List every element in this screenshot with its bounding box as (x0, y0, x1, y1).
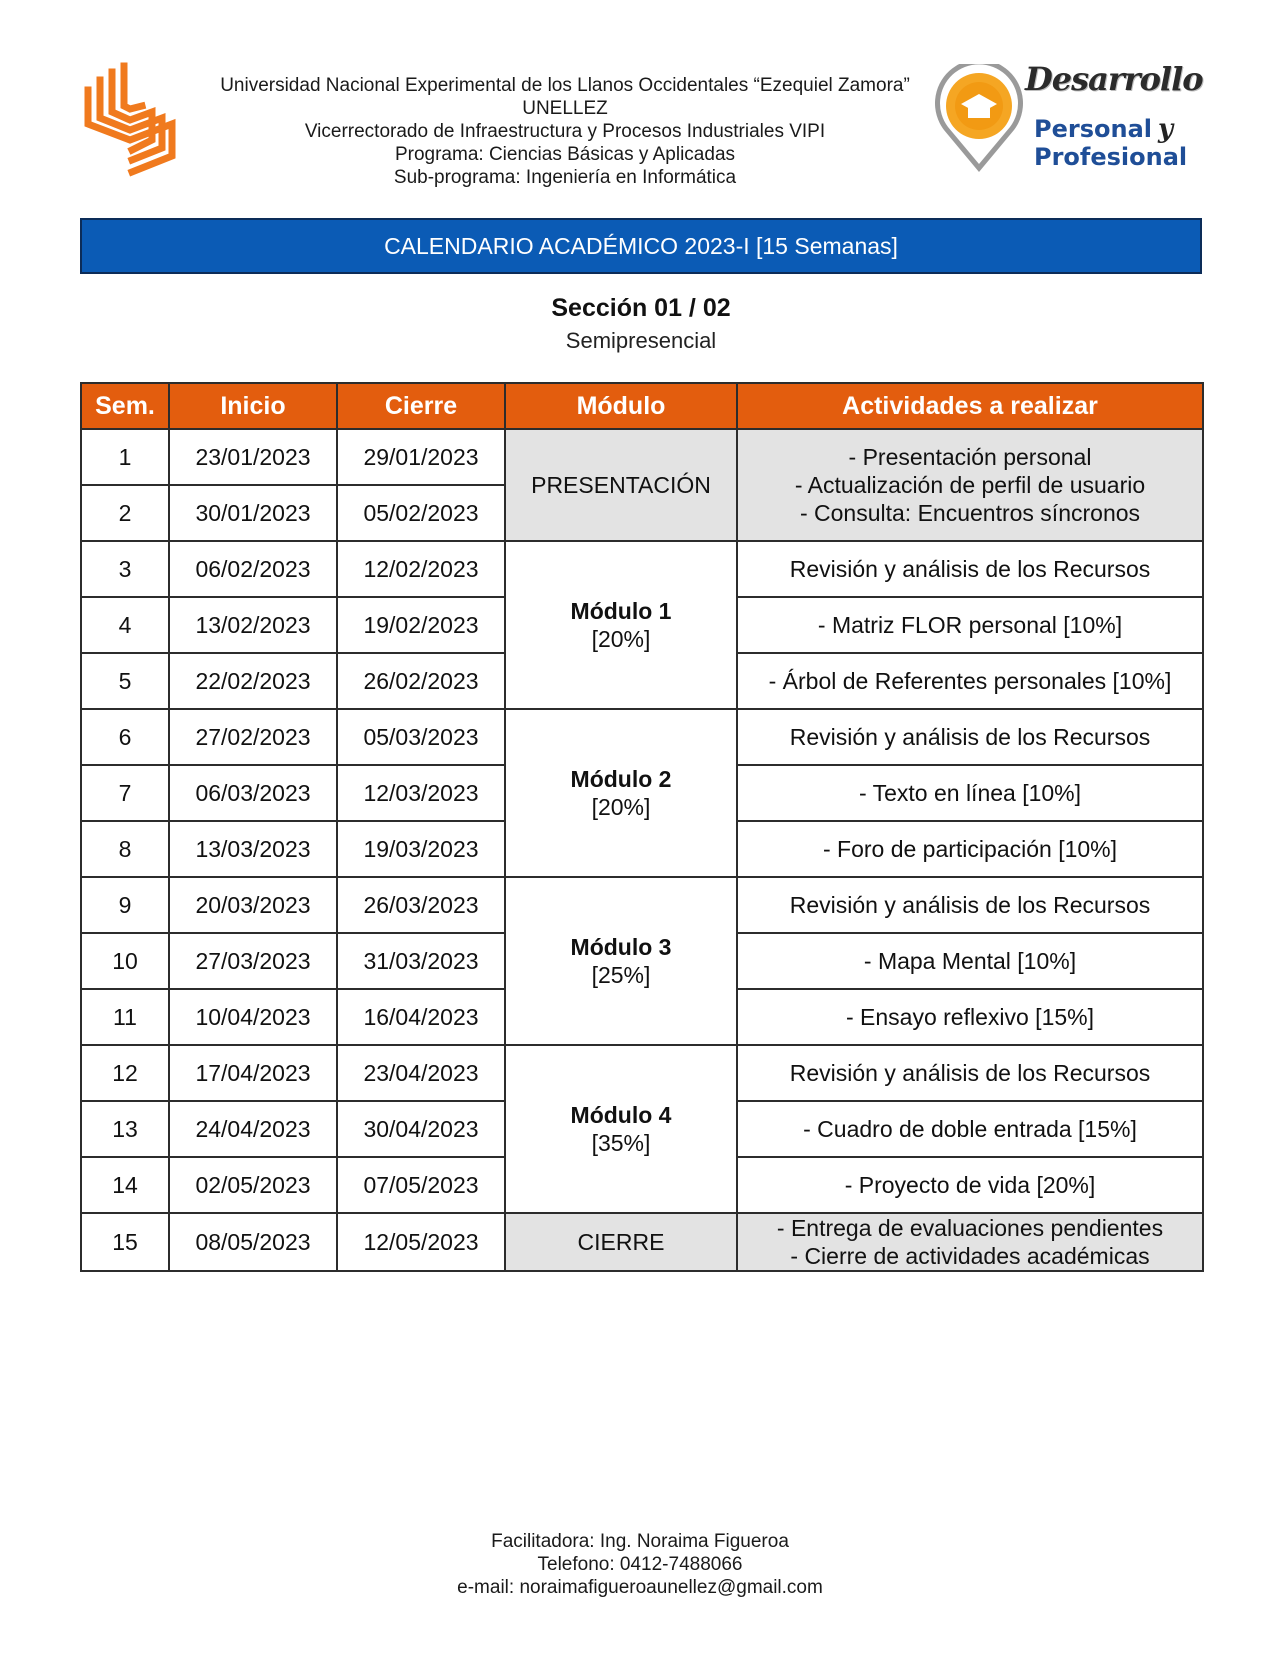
week-start: 30/01/2023 (169, 485, 337, 541)
logo-word-personal-text: Personal (1034, 115, 1152, 143)
week-number: 13 (81, 1101, 169, 1157)
activity: - Proyecto de vida [20%] (737, 1157, 1203, 1213)
week-number: 10 (81, 933, 169, 989)
week-end: 12/05/2023 (337, 1213, 505, 1271)
activity: Revisión y análisis de los Recursos (737, 1045, 1203, 1101)
week-number: 15 (81, 1213, 169, 1271)
week-number: 3 (81, 541, 169, 597)
academic-calendar-table (80, 382, 1204, 1272)
week-start: 06/03/2023 (169, 765, 337, 821)
institution-name: Universidad Nacional Experimental de los Llanos Occidentales “Ezequiel Zamora” (220, 75, 910, 96)
table-row (81, 709, 1203, 765)
module-name: Módulo 3 (570, 934, 672, 960)
activity: - Consulta: Encuentros síncronos (799, 500, 1141, 526)
activity: - Texto en línea [10%] (737, 765, 1203, 821)
table-header-row (81, 383, 1203, 429)
table-row (81, 541, 1203, 597)
activities-cierre (737, 1213, 1203, 1271)
logo-word-profesional: Profesional (1034, 143, 1188, 171)
week-start: 20/03/2023 (169, 877, 337, 933)
week-number: 5 (81, 653, 169, 709)
module-weight: [20%] (591, 626, 651, 652)
vice-rectorate: Vicerrectorado de Infraestructura y Procesos Industriales VIPI (304, 121, 826, 142)
week-start: 02/05/2023 (169, 1157, 337, 1213)
activity: - Cierre de actividades académicas (790, 1243, 1150, 1269)
week-number: 7 (81, 765, 169, 821)
module-1 (505, 541, 737, 709)
week-end: 07/05/2023 (337, 1157, 505, 1213)
week-start: 27/03/2023 (169, 933, 337, 989)
week-start: 10/04/2023 (169, 989, 337, 1045)
activity: Revisión y análisis de los Recursos (737, 877, 1203, 933)
week-start: 22/02/2023 (169, 653, 337, 709)
week-start: 13/03/2023 (169, 821, 337, 877)
week-end: 26/02/2023 (337, 653, 505, 709)
activity: - Actualización de perfil de usuario (794, 472, 1146, 498)
section-title: Sección 01 / 02 (551, 294, 731, 322)
activity: - Presentación personal (848, 444, 1092, 470)
week-end: 30/04/2023 (337, 1101, 505, 1157)
week-end: 05/03/2023 (337, 709, 505, 765)
header-modulo: Módulo (505, 383, 737, 429)
sub-program: Sub-programa: Ingeniería en Informática (393, 167, 737, 188)
activity: - Ensayo reflexivo [15%] (737, 989, 1203, 1045)
logo-word-personal (1034, 114, 1173, 144)
program: Programa: Ciencias Básicas y Aplicadas (394, 144, 736, 165)
module-name: Módulo 1 (570, 598, 672, 624)
week-end: 12/02/2023 (337, 541, 505, 597)
module-weight: [35%] (591, 1130, 651, 1156)
header-sem: Sem. (81, 383, 169, 429)
activity: - Matriz FLOR personal [10%] (737, 597, 1203, 653)
week-end: 05/02/2023 (337, 485, 505, 541)
week-start: 24/04/2023 (169, 1101, 337, 1157)
section-modality: Semipresencial (565, 328, 717, 353)
facilitator: Facilitadora: Ing. Noraima Figueroa (491, 1531, 789, 1552)
institution-acronym: UNELLEZ (522, 98, 608, 119)
location-pin-icon (930, 64, 1028, 176)
activity: - Foro de participación [10%] (737, 821, 1203, 877)
week-end: 29/01/2023 (337, 429, 505, 485)
week-number: 12 (81, 1045, 169, 1101)
week-start: 13/02/2023 (169, 597, 337, 653)
module-name: Módulo 2 (570, 766, 672, 792)
activity: Revisión y análisis de los Recursos (737, 709, 1203, 765)
week-end: 19/03/2023 (337, 821, 505, 877)
week-end: 19/02/2023 (337, 597, 505, 653)
module-presentacion: PRESENTACIÓN (505, 429, 737, 541)
module-2 (505, 709, 737, 877)
module-weight: [20%] (591, 794, 651, 820)
week-number: 11 (81, 989, 169, 1045)
institution-header (170, 74, 960, 189)
table-row (81, 877, 1203, 933)
week-end: 26/03/2023 (337, 877, 505, 933)
table-row (81, 429, 1203, 485)
table-row (81, 1045, 1203, 1101)
email: e-mail: noraimafigueroaunellez@gmail.com (457, 1577, 823, 1598)
week-end: 23/04/2023 (337, 1045, 505, 1101)
header-cierre: Cierre (337, 383, 505, 429)
logo-word-y: y (1157, 114, 1174, 144)
week-end: 12/03/2023 (337, 765, 505, 821)
week-number: 6 (81, 709, 169, 765)
week-number: 1 (81, 429, 169, 485)
activity: - Árbol de Referentes personales [10%] (737, 653, 1203, 709)
week-end: 16/04/2023 (337, 989, 505, 1045)
week-start: 17/04/2023 (169, 1045, 337, 1101)
week-end: 31/03/2023 (337, 933, 505, 989)
week-start: 08/05/2023 (169, 1213, 337, 1271)
week-number: 4 (81, 597, 169, 653)
footer-contact (0, 1530, 1280, 1599)
module-4 (505, 1045, 737, 1213)
activity: - Mapa Mental [10%] (737, 933, 1203, 989)
activity: - Cuadro de doble entrada [15%] (737, 1101, 1203, 1157)
module-name: Módulo 4 (570, 1102, 672, 1128)
week-start: 27/02/2023 (169, 709, 337, 765)
week-number: 14 (81, 1157, 169, 1213)
module-weight: [25%] (591, 962, 651, 988)
week-start: 06/02/2023 (169, 541, 337, 597)
module-3 (505, 877, 737, 1045)
activities-presentacion (737, 429, 1203, 541)
activity: Revisión y análisis de los Recursos (737, 541, 1203, 597)
logo-word-desarrollo: Desarrollo (1025, 60, 1203, 98)
calendar-title-bar: CALENDARIO ACADÉMICO 2023-I [15 Semanas] (80, 218, 1202, 274)
activity: - Entrega de evaluaciones pendientes (776, 1215, 1164, 1241)
header-actividades: Actividades a realizar (737, 383, 1203, 429)
week-number: 2 (81, 485, 169, 541)
desarrollo-logo (930, 60, 1220, 190)
week-start: 23/01/2023 (169, 429, 337, 485)
module-cierre: CIERRE (505, 1213, 737, 1271)
week-number: 8 (81, 821, 169, 877)
table-row (81, 1213, 1203, 1271)
week-number: 9 (81, 877, 169, 933)
header-inicio: Inicio (169, 383, 337, 429)
phone: Telefono: 0412-7488066 (537, 1554, 743, 1575)
